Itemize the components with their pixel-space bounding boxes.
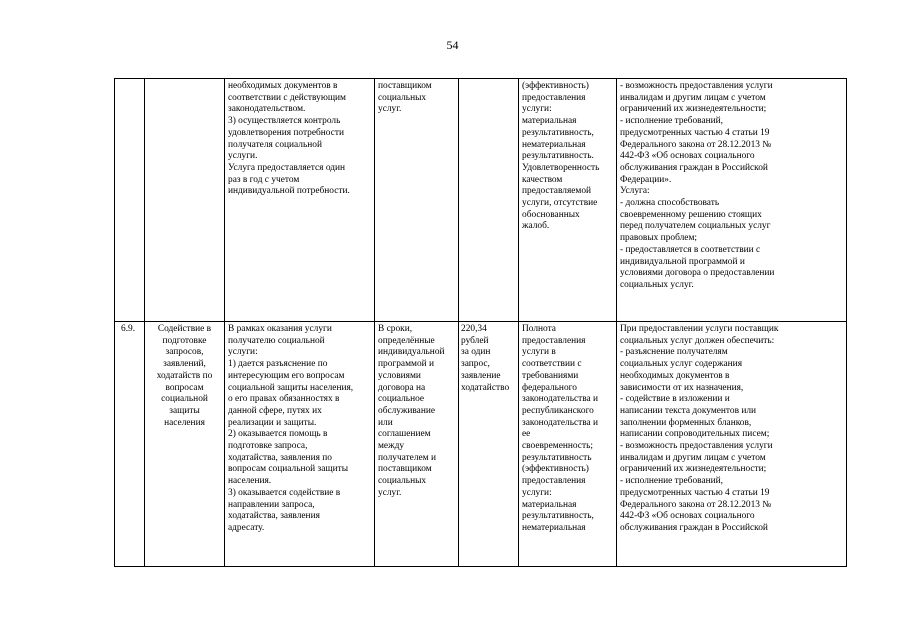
conditions-cell: - возможность предоставления услуги инвалидам и другим лицам с учетом ограничений их жизнедеятельности; - исполнение требований, предусмотренных частью 4 статьи 19 Федерального закона от 28.12.2013 № 442-ФЗ «Об основах социального обслуживания граждан в Российской Федерации». Услуга: - должна способствовать своевременному решению стоящих перед получателем социальных услуг правовых проблем; - предоставляется в соответствии с индивидуальной программой и условиями договора о предоставлении социальных услуг. <box>617 79 847 322</box>
timing-cell: поставщиком социальных услуг. <box>375 79 459 322</box>
description-cell: необходимых документов в соответствии с действующим законодательством. 3) осуществляется контроль удовлетворения потребности получателя социальной услуги. Услуга предоставляется один раз в год с учетом индивидуальной потребности. <box>225 79 375 322</box>
table-row <box>115 322 847 567</box>
quality-cell: Полнота предоставления услуги в соответствии с требованиями федерального законодательства и республиканского законодательства и ее своевременность; результативность (эффективность) предоставления услуги: материальная результативность, нематериальная <box>519 322 617 567</box>
page-number: 54 <box>446 38 459 52</box>
timing-cell: В сроки, определённые индивидуальной программой и условиями договора на социальное обслуживание или соглашением между получателем и поставщиком социальных услуг. <box>375 322 459 567</box>
conditions-cell: При предоставлении услуги поставщик социальных услуг должен обеспечить: - разъяснение получателям социальных услуг содержания необходимых документов в зависимости от их назначения, - содействие в изложении и написании текста документов или заполнении форменных бланков, написании сопроводительных писем; - возможность предоставления услуги инвалидам и другим лицам с учетом ограничений их жизнедеятельности; - исполнение требований, предусмотренных частью 4 статьи 19 Федерального закона от 28.12.2013 № 442-ФЗ «Об основах социального обслуживания граждан в Российской <box>617 322 847 567</box>
description-cell: В рамках оказания услуги получателю социальной услуги: 1) дается разъяснение по интересующим его вопросам социальной защиты населения, о его правах обязанностях в данной сфере, путях их реализации и защиты. 2) оказывается помощь в подготовке запроса, ходатайства, заявления по вопросам социальной защиты населения. 3) оказывается содействие в направлении запроса, ходатайства, заявления адресату. <box>225 322 375 567</box>
row-number-cell <box>115 79 145 322</box>
service-name-cell: Содействие в подготовке запросов, заявлений, ходатайств по вопросам социальной защиты населения <box>145 322 225 567</box>
row-number-cell: 6.9. <box>115 322 145 567</box>
table-row <box>115 79 847 322</box>
services-table <box>114 78 847 567</box>
quality-cell: (эффективность) предоставления услуги: материальная результативность, нематериальная результативность. Удовлетворенность качеством предоставляемой услуги, отсутствие обоснованных жалоб. <box>519 79 617 322</box>
tariff-cell: 220,34 рублей за один запрос, заявление ходатайство <box>459 322 519 567</box>
tariff-cell <box>459 79 519 322</box>
service-name-cell <box>145 79 225 322</box>
